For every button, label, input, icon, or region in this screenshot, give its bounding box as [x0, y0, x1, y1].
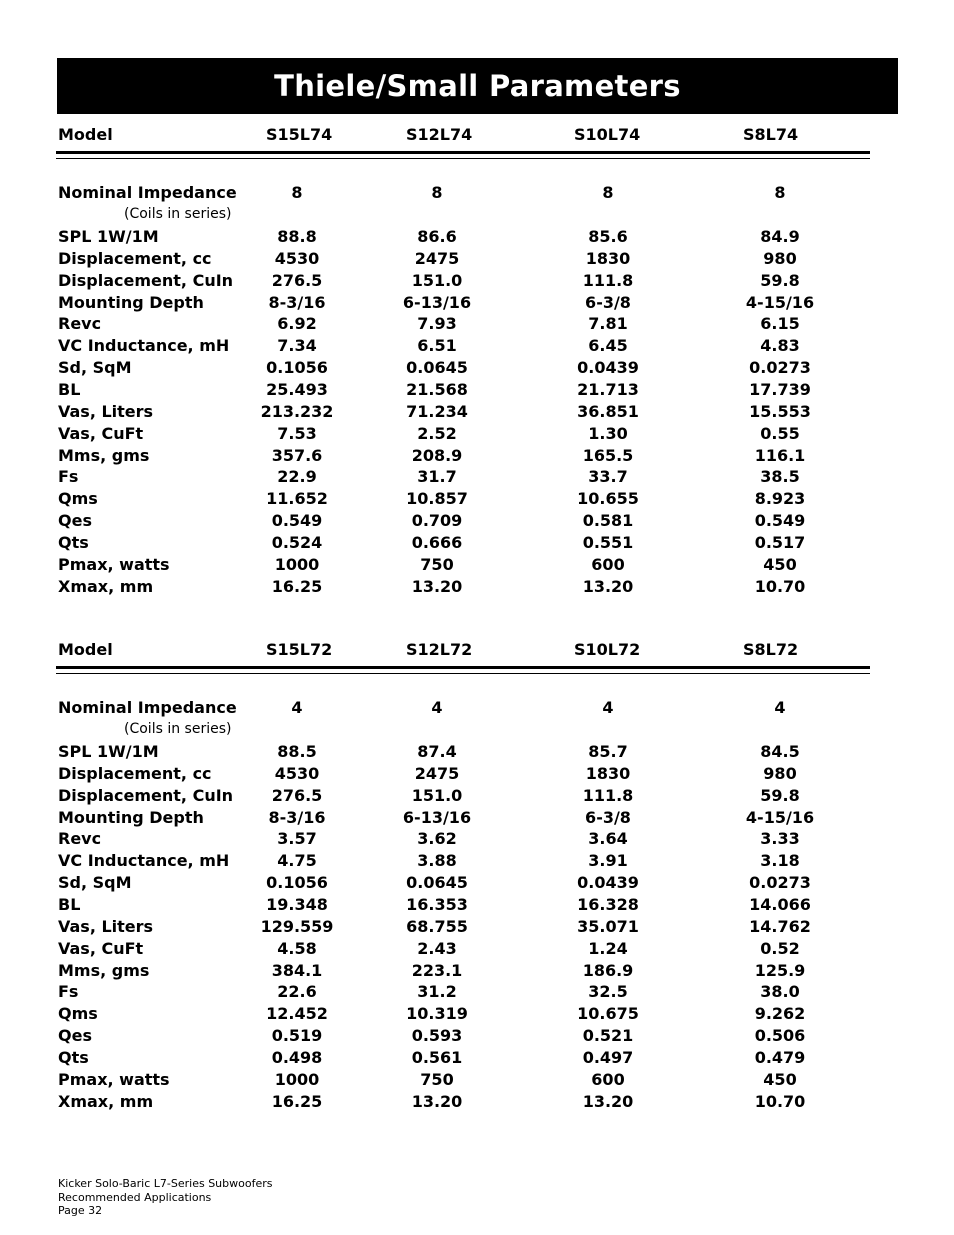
row-value: 0.0439: [577, 358, 639, 378]
row-value: 1830: [585, 763, 631, 783]
footer-line-2: Recommended Applications: [58, 1190, 212, 1204]
row-value: 8: [291, 183, 303, 202]
row-value: 0.561: [411, 1047, 463, 1067]
row-value: 0.0439: [577, 873, 639, 893]
row-value: 4: [431, 698, 443, 717]
row-value: 980: [763, 763, 797, 783]
row-value: 0.0645: [406, 358, 468, 378]
row-value: 14.762: [749, 916, 811, 936]
row-value: 13.20: [582, 576, 634, 596]
header-rule: [56, 666, 870, 674]
row-value: 3.64: [588, 829, 628, 849]
row-value: 0.581: [582, 511, 634, 531]
row-value: 11.652: [266, 489, 328, 509]
row-label: Revc: [58, 314, 102, 334]
row-value: 6-13/16: [402, 292, 472, 312]
row-value: 0.551: [582, 532, 634, 552]
table-row: [0, 828, 954, 850]
row-value: 0.52: [760, 938, 800, 958]
row-value: 208.9: [411, 445, 463, 465]
row-value: 0.0645: [406, 873, 468, 893]
row-value: 7.93: [417, 314, 457, 334]
model-name: S12L74: [406, 125, 473, 144]
row-value: 19.348: [266, 894, 328, 914]
row-value: 21.568: [406, 379, 468, 399]
row-value: 6-3/8: [585, 807, 631, 827]
table-row: [0, 938, 954, 960]
table-row: [0, 357, 954, 379]
row-value: 13.20: [411, 1091, 463, 1111]
row-value: 68.755: [406, 916, 468, 936]
model-label: Model: [58, 640, 113, 659]
table-row: [0, 379, 954, 401]
row-value: 0.0273: [749, 873, 811, 893]
row-value: 0.549: [271, 511, 323, 531]
row-value: 1.30: [588, 423, 628, 443]
row-value: 2475: [414, 248, 460, 268]
table-row: [0, 741, 954, 763]
row-value: 16.328: [577, 894, 639, 914]
row-value: 1830: [585, 248, 631, 268]
row-value: 0.593: [411, 1026, 463, 1046]
row-value: 750: [420, 1069, 454, 1089]
row-value: 85.7: [588, 742, 628, 761]
row-label: Displacement, CuIn: [58, 785, 234, 805]
table-row: [0, 335, 954, 357]
title-bar: [57, 58, 898, 114]
table-row: [0, 785, 954, 807]
table-row: [0, 576, 954, 598]
row-value: 151.0: [411, 270, 463, 290]
row-label: Qts: [58, 532, 89, 552]
row-value: 125.9: [754, 960, 806, 980]
row-value: 116.1: [754, 445, 806, 465]
row-value: 0.709: [411, 511, 463, 531]
row-value: 87.4: [417, 742, 457, 761]
row-value: 223.1: [411, 960, 463, 980]
table-row: [0, 292, 954, 314]
model-header-row: [0, 124, 954, 146]
row-label: BL: [58, 894, 81, 914]
row-label: Vas, CuFt: [58, 423, 144, 443]
table-row: [0, 981, 954, 1003]
row-value: 1000: [274, 1069, 320, 1089]
row-value: 10.675: [577, 1004, 639, 1024]
row-label: Nominal Impedance: [58, 698, 237, 717]
row-value: 0.517: [754, 532, 806, 552]
row-value: 6.92: [277, 314, 317, 334]
row-label: Mms, gms: [58, 445, 150, 465]
row-value: 165.5: [582, 445, 634, 465]
row-label: Qms: [58, 1004, 98, 1024]
row-value: 10.857: [406, 489, 468, 509]
row-value: 0.521: [582, 1026, 634, 1046]
coils-note: (Coils in series): [124, 721, 232, 737]
row-label: Vas, Liters: [58, 401, 154, 421]
row-value: 9.262: [754, 1004, 806, 1024]
row-value: 21.713: [577, 379, 639, 399]
row-value: 71.234: [406, 401, 468, 421]
row-label: SPL 1W/1M: [58, 742, 159, 761]
footer: [58, 1177, 272, 1218]
row-value: 4.58: [277, 938, 317, 958]
header-rule: [56, 151, 870, 159]
row-value: 16.353: [406, 894, 468, 914]
row-label: BL: [58, 379, 81, 399]
table-row: [0, 697, 954, 719]
table-row: [0, 226, 954, 248]
row-value: 111.8: [582, 785, 634, 805]
row-value: 276.5: [271, 270, 323, 290]
table-row: [0, 894, 954, 916]
row-value: 12.452: [266, 1004, 328, 1024]
row-label: Pmax, watts: [58, 1069, 170, 1089]
row-value: 6.51: [417, 336, 457, 356]
row-label: Displacement, cc: [58, 763, 212, 783]
row-value: 25.493: [266, 379, 328, 399]
table-row: [0, 488, 954, 510]
page-title: Thiele/Small Parameters: [274, 69, 681, 103]
table-row: [0, 1091, 954, 1113]
row-value: 8-3/16: [268, 292, 326, 312]
table-row: [0, 182, 954, 204]
footer-line-3: Page 32: [58, 1204, 103, 1217]
table-row: [0, 466, 954, 488]
row-label: Pmax, watts: [58, 554, 170, 574]
row-value: 2.52: [417, 423, 457, 443]
row-value: 3.57: [277, 829, 317, 849]
row-value: 600: [591, 1069, 625, 1089]
row-value: 14.066: [749, 894, 811, 914]
table-row: [0, 807, 954, 829]
row-value: 10.319: [406, 1004, 468, 1024]
row-value: 4.83: [760, 336, 800, 356]
row-value: 0.1056: [266, 358, 328, 378]
footer-line-1: Kicker Solo-Baric L7-Series Subwoofers: [58, 1177, 273, 1190]
row-label: Displacement, cc: [58, 248, 212, 268]
row-value: 6.45: [588, 336, 628, 356]
row-value: 3.91: [588, 851, 628, 871]
row-value: 16.25: [271, 1091, 323, 1111]
table-row: [0, 850, 954, 872]
row-value: 111.8: [582, 270, 634, 290]
row-value: 186.9: [582, 960, 634, 980]
row-value: 213.232: [260, 401, 334, 421]
row-value: 33.7: [588, 467, 628, 487]
row-value: 3.33: [760, 829, 800, 849]
row-value: 88.8: [277, 227, 317, 246]
row-value: 31.7: [417, 467, 457, 487]
row-value: 129.559: [260, 916, 334, 936]
row-value: 3.18: [760, 851, 800, 871]
table-row: [0, 510, 954, 532]
row-value: 980: [763, 248, 797, 268]
table-row: [0, 423, 954, 445]
row-value: 6-13/16: [402, 807, 472, 827]
row-value: 0.549: [754, 511, 806, 531]
row-value: 4.75: [277, 851, 317, 871]
row-value: 4: [774, 698, 786, 717]
row-value: 7.81: [588, 314, 628, 334]
row-value: 276.5: [271, 785, 323, 805]
row-value: 1.24: [588, 938, 628, 958]
row-label: Mms, gms: [58, 960, 150, 980]
row-value: 16.25: [271, 576, 323, 596]
row-label: Vas, CuFt: [58, 938, 144, 958]
row-label: Sd, SqM: [58, 873, 132, 893]
row-value: 450: [763, 554, 797, 574]
row-value: 4: [602, 698, 614, 717]
row-value: 15.553: [749, 401, 811, 421]
table-row: [0, 960, 954, 982]
model-name: S10L72: [574, 640, 641, 659]
row-value: 2.43: [417, 938, 457, 958]
row-value: 10.655: [577, 489, 639, 509]
table-row: [0, 763, 954, 785]
row-label: SPL 1W/1M: [58, 227, 159, 246]
row-value: 0.0273: [749, 358, 811, 378]
row-value: 0.55: [760, 423, 800, 443]
table-row: [0, 872, 954, 894]
row-label: VC Inductance, mH: [58, 336, 230, 356]
table-row: [0, 313, 954, 335]
row-value: 0.479: [754, 1047, 806, 1067]
row-value: 8.923: [754, 489, 806, 509]
row-value: 84.5: [760, 742, 800, 761]
row-value: 0.524: [271, 532, 323, 552]
row-value: 2475: [414, 763, 460, 783]
row-value: 31.2: [417, 982, 457, 1002]
row-value: 84.9: [760, 227, 800, 246]
row-label: Mounting Depth: [58, 292, 204, 312]
row-value: 4530: [274, 248, 320, 268]
row-value: 22.9: [277, 467, 317, 487]
row-value: 3.62: [417, 829, 457, 849]
row-value: 4-15/16: [745, 807, 815, 827]
row-value: 450: [763, 1069, 797, 1089]
model-name: S10L74: [574, 125, 641, 144]
table-row: [0, 1047, 954, 1069]
row-label: Qes: [58, 511, 92, 531]
row-value: 4-15/16: [745, 292, 815, 312]
row-label: Sd, SqM: [58, 358, 132, 378]
row-label: Displacement, CuIn: [58, 270, 234, 290]
row-value: 0.497: [582, 1047, 634, 1067]
model-name: S8L72: [743, 640, 799, 659]
model-name: S15L72: [266, 640, 333, 659]
row-value: 4530: [274, 763, 320, 783]
table-row: [0, 1025, 954, 1047]
row-value: 3.88: [417, 851, 457, 871]
row-value: 13.20: [411, 576, 463, 596]
table-row: [0, 916, 954, 938]
row-value: 7.34: [277, 336, 317, 356]
row-value: 13.20: [582, 1091, 634, 1111]
row-value: 36.851: [577, 401, 639, 421]
table-row: [0, 554, 954, 576]
row-value: 0.519: [271, 1026, 323, 1046]
row-value: 6-3/8: [585, 292, 631, 312]
row-value: 7.53: [277, 423, 317, 443]
table-row: [0, 248, 954, 270]
table-row: [0, 270, 954, 292]
row-value: 88.5: [277, 742, 317, 761]
row-value: 85.6: [588, 227, 628, 246]
row-label: Qes: [58, 1026, 92, 1046]
row-value: 0.498: [271, 1047, 323, 1067]
table-row: [0, 445, 954, 467]
row-value: 750: [420, 554, 454, 574]
model-name: S8L74: [743, 125, 799, 144]
model-name: S12L72: [406, 640, 473, 659]
model-label: Model: [58, 125, 113, 144]
row-label: Vas, Liters: [58, 916, 154, 936]
row-value: 4: [291, 698, 303, 717]
row-label: Fs: [58, 982, 79, 1002]
row-value: 8: [774, 183, 786, 202]
row-value: 8-3/16: [268, 807, 326, 827]
row-value: 17.739: [749, 379, 811, 399]
row-value: 38.5: [760, 467, 800, 487]
row-value: 8: [431, 183, 443, 202]
row-label: Nominal Impedance: [58, 183, 237, 202]
row-value: 0.506: [754, 1026, 806, 1046]
row-label: Qms: [58, 489, 98, 509]
row-value: 384.1: [271, 960, 323, 980]
row-value: 59.8: [760, 785, 800, 805]
table-row: [0, 532, 954, 554]
row-value: 6.15: [760, 314, 800, 334]
table-row: [0, 401, 954, 423]
row-value: 600: [591, 554, 625, 574]
row-value: 59.8: [760, 270, 800, 290]
row-value: 86.6: [417, 227, 457, 246]
row-value: 10.70: [754, 1091, 806, 1111]
row-value: 8: [602, 183, 614, 202]
row-value: 10.70: [754, 576, 806, 596]
model-name: S15L74: [266, 125, 333, 144]
table-row: [0, 1069, 954, 1091]
table-row: [0, 1003, 954, 1025]
row-label: VC Inductance, mH: [58, 851, 230, 871]
row-label: Revc: [58, 829, 102, 849]
row-value: 22.6: [277, 982, 317, 1002]
row-label: Fs: [58, 467, 79, 487]
row-value: 32.5: [588, 982, 628, 1002]
row-value: 38.0: [760, 982, 800, 1002]
row-value: 0.666: [411, 532, 463, 552]
row-value: 357.6: [271, 445, 323, 465]
model-header-row: [0, 639, 954, 661]
coils-note: (Coils in series): [124, 206, 232, 222]
row-value: 151.0: [411, 785, 463, 805]
row-value: 1000: [274, 554, 320, 574]
row-label: Xmax, mm: [58, 576, 154, 596]
row-label: Mounting Depth: [58, 807, 204, 827]
row-value: 35.071: [577, 916, 639, 936]
row-value: 0.1056: [266, 873, 328, 893]
row-label: Qts: [58, 1047, 89, 1067]
row-label: Xmax, mm: [58, 1091, 154, 1111]
